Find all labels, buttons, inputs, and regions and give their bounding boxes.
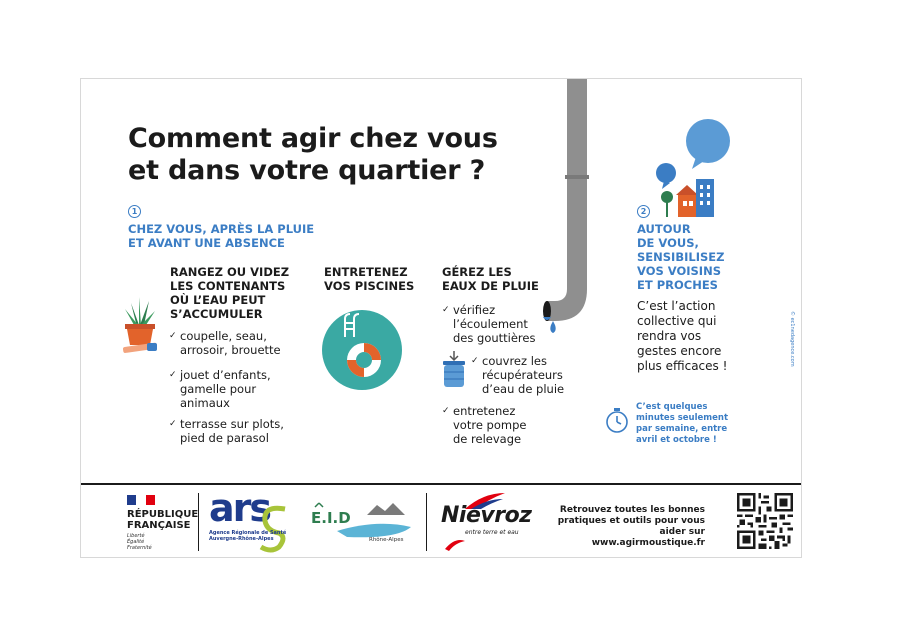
check-icon: ✓ bbox=[442, 406, 450, 416]
list-item bbox=[442, 303, 536, 345]
title-line: et dans votre quartier ? bbox=[128, 155, 486, 186]
check-icon: ✓ bbox=[169, 370, 177, 380]
item-line: terrasse sur plots, bbox=[180, 417, 284, 431]
note-line: par semaine, entre bbox=[636, 424, 728, 434]
motto-line: Égalité bbox=[127, 539, 145, 545]
item-line: vérifiez bbox=[453, 303, 496, 317]
item-line: votre pompe bbox=[453, 418, 527, 432]
rf-line: FRANÇAISE bbox=[127, 520, 191, 531]
heading-line: GÉREZ LES bbox=[442, 265, 512, 279]
heading-line: DE VOUS, bbox=[637, 236, 699, 250]
side-credit: © ec1nedagence.com bbox=[789, 311, 795, 367]
section2-body bbox=[637, 299, 727, 374]
section1-heading bbox=[128, 222, 314, 250]
footer bbox=[81, 483, 802, 558]
item-line: arrosoir, brouette bbox=[180, 343, 281, 357]
heading-line: AUTOUR bbox=[637, 222, 691, 236]
item-line: d’eau de pluie bbox=[482, 382, 565, 396]
ars-swoosh-icon bbox=[257, 499, 289, 553]
heading-line: OÙ L’EAU PEUT bbox=[170, 293, 266, 307]
rf-motto bbox=[127, 533, 152, 551]
section2-note bbox=[636, 402, 728, 446]
item-line: couvrez les bbox=[482, 354, 547, 368]
ars-sub-line: Agence Régionale de Santé bbox=[209, 530, 287, 536]
list-item bbox=[169, 329, 281, 357]
footer-info bbox=[529, 505, 705, 549]
item-line: récupérateurs bbox=[482, 368, 563, 382]
marianne-flag-icon bbox=[127, 495, 155, 505]
note-line: minutes seulement bbox=[636, 413, 729, 423]
heading-line: ET PROCHES bbox=[637, 278, 718, 292]
col3-heading bbox=[442, 265, 539, 293]
item-line: de relevage bbox=[453, 432, 522, 446]
section-number-1: 1 bbox=[128, 205, 141, 218]
divider bbox=[198, 493, 199, 551]
republique-francaise-logo bbox=[127, 509, 198, 531]
heading-line: S’ACCUMULER bbox=[170, 307, 263, 321]
item-line: animaux bbox=[180, 396, 230, 410]
ars-subtitle bbox=[209, 530, 286, 542]
heading-line: VOS VOISINS bbox=[637, 264, 721, 278]
motto-line: Liberté bbox=[127, 533, 145, 539]
nievroz-logo: Nievroz bbox=[441, 503, 532, 528]
ars-sub-line: Auvergne-Rhône-Alpes bbox=[209, 536, 274, 542]
body-line: plus efficaces ! bbox=[637, 359, 728, 373]
note-line: C’est quelques bbox=[636, 402, 708, 412]
eid-subtitle: Rhône-Alpes bbox=[369, 537, 404, 543]
stopwatch-icon bbox=[605, 407, 629, 433]
rain-barrel-icon bbox=[441, 351, 467, 389]
title-line: Comment agir chez vous bbox=[128, 123, 498, 154]
heading-line: SENSIBILISEZ bbox=[637, 250, 725, 264]
list-item bbox=[471, 354, 565, 396]
section2-heading bbox=[637, 222, 724, 292]
qr-code-icon[interactable] bbox=[737, 493, 793, 549]
item-line: entretenez bbox=[453, 404, 516, 418]
ars-logo: ars bbox=[209, 486, 271, 530]
heading-line: CHEZ VOUS, APRÈS LA PLUIE bbox=[128, 222, 315, 236]
heading-line: ET AVANT UNE ABSENCE bbox=[128, 236, 285, 250]
note-line: avril et octobre ! bbox=[636, 435, 717, 445]
heading-line: RANGEZ OU VIDEZ bbox=[170, 265, 290, 279]
check-icon: ✓ bbox=[169, 331, 177, 341]
item-line: pied de parasol bbox=[180, 431, 269, 445]
heading-line: LES CONTENANTS bbox=[170, 279, 286, 293]
info-line: Retrouvez toutes les bonnes bbox=[559, 505, 705, 515]
neighborhood-speech-icon bbox=[650, 119, 734, 219]
info-line: pratiques et outils pour vous aider sur bbox=[557, 516, 705, 537]
item-line: jouet d’enfants, bbox=[180, 368, 271, 382]
nievroz-subtitle: entre terre et eau bbox=[465, 529, 519, 536]
body-line: collective qui bbox=[637, 314, 717, 328]
page-title bbox=[128, 123, 498, 187]
list-item bbox=[169, 368, 271, 410]
nievroz-accent-icon bbox=[445, 537, 465, 551]
check-icon: ✓ bbox=[471, 356, 479, 366]
body-line: gestes encore bbox=[637, 344, 722, 358]
website-link[interactable]: www.agirmoustique.fr bbox=[591, 538, 705, 548]
rf-line: RÉPUBLIQUE bbox=[127, 509, 199, 520]
check-icon: ✓ bbox=[442, 305, 450, 315]
divider bbox=[426, 493, 427, 551]
potted-plant-icon bbox=[119, 295, 159, 357]
check-icon: ✓ bbox=[169, 419, 177, 429]
item-line: l’écoulement bbox=[453, 317, 528, 331]
drainpipe-icon bbox=[539, 79, 599, 341]
eid-logo: E.I.D bbox=[311, 509, 351, 527]
item-line: gamelle pour bbox=[180, 382, 257, 396]
col1-heading bbox=[170, 265, 289, 321]
body-line: C’est l’action bbox=[637, 299, 716, 313]
poster bbox=[80, 78, 802, 558]
list-item bbox=[169, 417, 284, 445]
section-number-2: 2 bbox=[637, 205, 650, 218]
heading-line: VOS PISCINES bbox=[324, 279, 415, 293]
item-line: des gouttières bbox=[453, 331, 536, 345]
list-item bbox=[442, 404, 527, 446]
swimming-pool-icon bbox=[321, 309, 403, 391]
heading-line: EAUX DE PLUIE bbox=[442, 279, 539, 293]
motto-line: Fraternité bbox=[127, 545, 152, 551]
body-line: rendra vos bbox=[637, 329, 702, 343]
heading-line: ENTRETENEZ bbox=[324, 265, 408, 279]
col2-heading bbox=[324, 265, 414, 293]
item-line: coupelle, seau, bbox=[180, 329, 267, 343]
